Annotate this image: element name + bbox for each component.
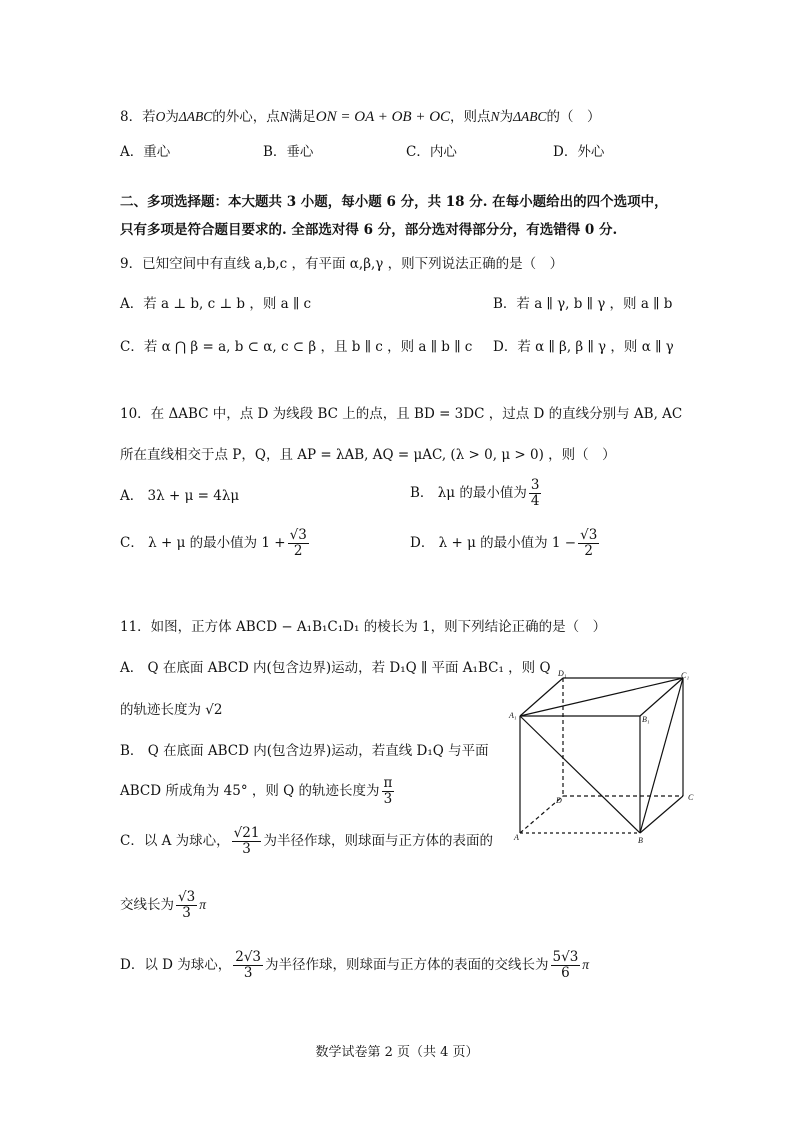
edge-b-c bbox=[640, 796, 683, 833]
fraction: $\frac{2√3}{3}$ bbox=[235, 949, 262, 981]
label-c1: C₁ bbox=[681, 671, 690, 680]
q9-option-a: A．若 a ⊥ b, c ⊥ b ，则 a ∥ c bbox=[120, 296, 312, 312]
q11-option-c-line2: 交线长为 $\frac{√3}{3}$ π bbox=[120, 889, 206, 921]
fraction: $\frac{√3}{3}$ bbox=[178, 889, 196, 921]
fraction: $\frac{√3}{2}$ bbox=[289, 527, 307, 559]
cube-figure bbox=[508, 670, 708, 845]
q10-option-c: C． λ + μ 的最小值为 1 + $\frac{√3}{2}$ bbox=[120, 527, 307, 559]
q8-option-d: D．外心 bbox=[553, 144, 605, 160]
page-footer: 数学试卷第 2 页（共 4 页） bbox=[315, 1045, 479, 1060]
q8-option-a: A．重心 bbox=[120, 144, 171, 160]
label-b: B bbox=[638, 836, 643, 845]
label-d1: D₁ bbox=[558, 670, 567, 678]
q10-option-a: A． 3λ + μ = 4λμ bbox=[120, 488, 240, 504]
label-c: C bbox=[688, 793, 694, 802]
label-b1: B₁ bbox=[642, 715, 650, 724]
diag-a1-c1 bbox=[520, 678, 683, 716]
q10-stem-line1: 10．在 ΔABC 中，点 D 为线段 BC 上的点，且 BD = 3DC ，过点 D 的直线分别与 AB, AC bbox=[120, 406, 683, 422]
q9-option-c: C．若 α ⋂ β = a, b ⊂ α, c ⊂ β ，且 b ∥ c ，则 a ∥ b ∥ c bbox=[120, 339, 473, 355]
q8-stem: 8．若O为ΔABC的外心，点N满足ON = OA + OB + OC，则点N为ΔABC的（ ） bbox=[120, 109, 601, 125]
q8-option-b: B．垂心 bbox=[263, 144, 314, 160]
edge-a1-d1 bbox=[520, 678, 563, 716]
label-a1: A₁ bbox=[509, 711, 517, 720]
q11-option-c-line1: C．以 A 为球心， $\frac{√21}{3}$ 为半径作球，则球面与正方体的表面的 bbox=[120, 825, 493, 857]
q8-vector-equation: ON = OA + OB + OC bbox=[315, 109, 451, 125]
q11-option-d: D．以 D 为球心， $\frac{2√3}{3}$ 为半径作球，则球面与正方体的表面的交线长为 $\frac{5√3}{6}$ π bbox=[120, 949, 590, 981]
fraction: $\frac{√21}{3}$ bbox=[233, 825, 260, 857]
section2-line1: 二、多项选择题：本大题共 3 小题，每小题 6 分，共 18 分. 在每小题给出的四个选项中， bbox=[120, 194, 668, 210]
diag-a1-b bbox=[520, 716, 640, 833]
fraction: $\frac{5√3}{6}$ bbox=[552, 949, 579, 981]
q11-option-b-line2: ABCD 所成角为 45° ，则 Q 的轨迹长度为 $\frac{\pi}{3}$ bbox=[120, 775, 393, 807]
q8-option-c: C．内心 bbox=[406, 144, 457, 160]
edge-b1-c1 bbox=[640, 678, 683, 716]
label-a: A bbox=[514, 833, 519, 842]
q10-stem-line2: 所在直线相交于点 P，Q，且 AP = λAB, AQ = μAC, (λ > 0, μ > 0) ，则（ ） bbox=[120, 447, 616, 463]
q9-option-d: D．若 α ∥ β, β ∥ γ ，则 α ∥ γ bbox=[493, 339, 674, 355]
q10-option-b: B． λμ 的最小值为 $\frac{3}{4}$ bbox=[410, 477, 540, 509]
q11-option-a-line1: A． Q 在底面 ABCD 内(包含边界)运动，若 D₁Q ∥ 平面 A₁BC₁ ，则 Q bbox=[120, 660, 551, 676]
q9-option-b: B．若 a ∥ γ, b ∥ γ ，则 a ∥ b bbox=[493, 296, 673, 312]
fraction: $\frac{3}{4}$ bbox=[530, 477, 540, 509]
q11-stem: 11．如图，正方体 ABCD − A₁B₁C₁D₁ 的棱长为 1，则下列结论正确的是（ ） bbox=[120, 619, 607, 635]
q11-option-a-line2: 的轨迹长度为 √2 bbox=[120, 702, 223, 718]
diag-b-c1 bbox=[640, 678, 683, 833]
q9-stem: 9．已知空间中有直线 a,b,c ，有平面 α,β,γ ，则下列说法正确的是（ ） bbox=[120, 256, 564, 272]
q11-option-b-line1: B． Q 在底面 ABCD 内(包含边界)运动，若直线 D₁Q 与平面 bbox=[120, 743, 489, 759]
fraction: $\frac{√3}{2}$ bbox=[580, 527, 598, 559]
fraction: $\frac{\pi}{3}$ bbox=[383, 775, 393, 807]
section2-line2: 只有多项是符合题目要求的. 全部选对得 6 分，部分选对得部分分，有选错得 0 分. bbox=[120, 222, 618, 238]
label-d: D bbox=[556, 796, 562, 805]
q10-option-d: D． λ + μ 的最小值为 1 − $\frac{√3}{2}$ bbox=[410, 527, 598, 559]
